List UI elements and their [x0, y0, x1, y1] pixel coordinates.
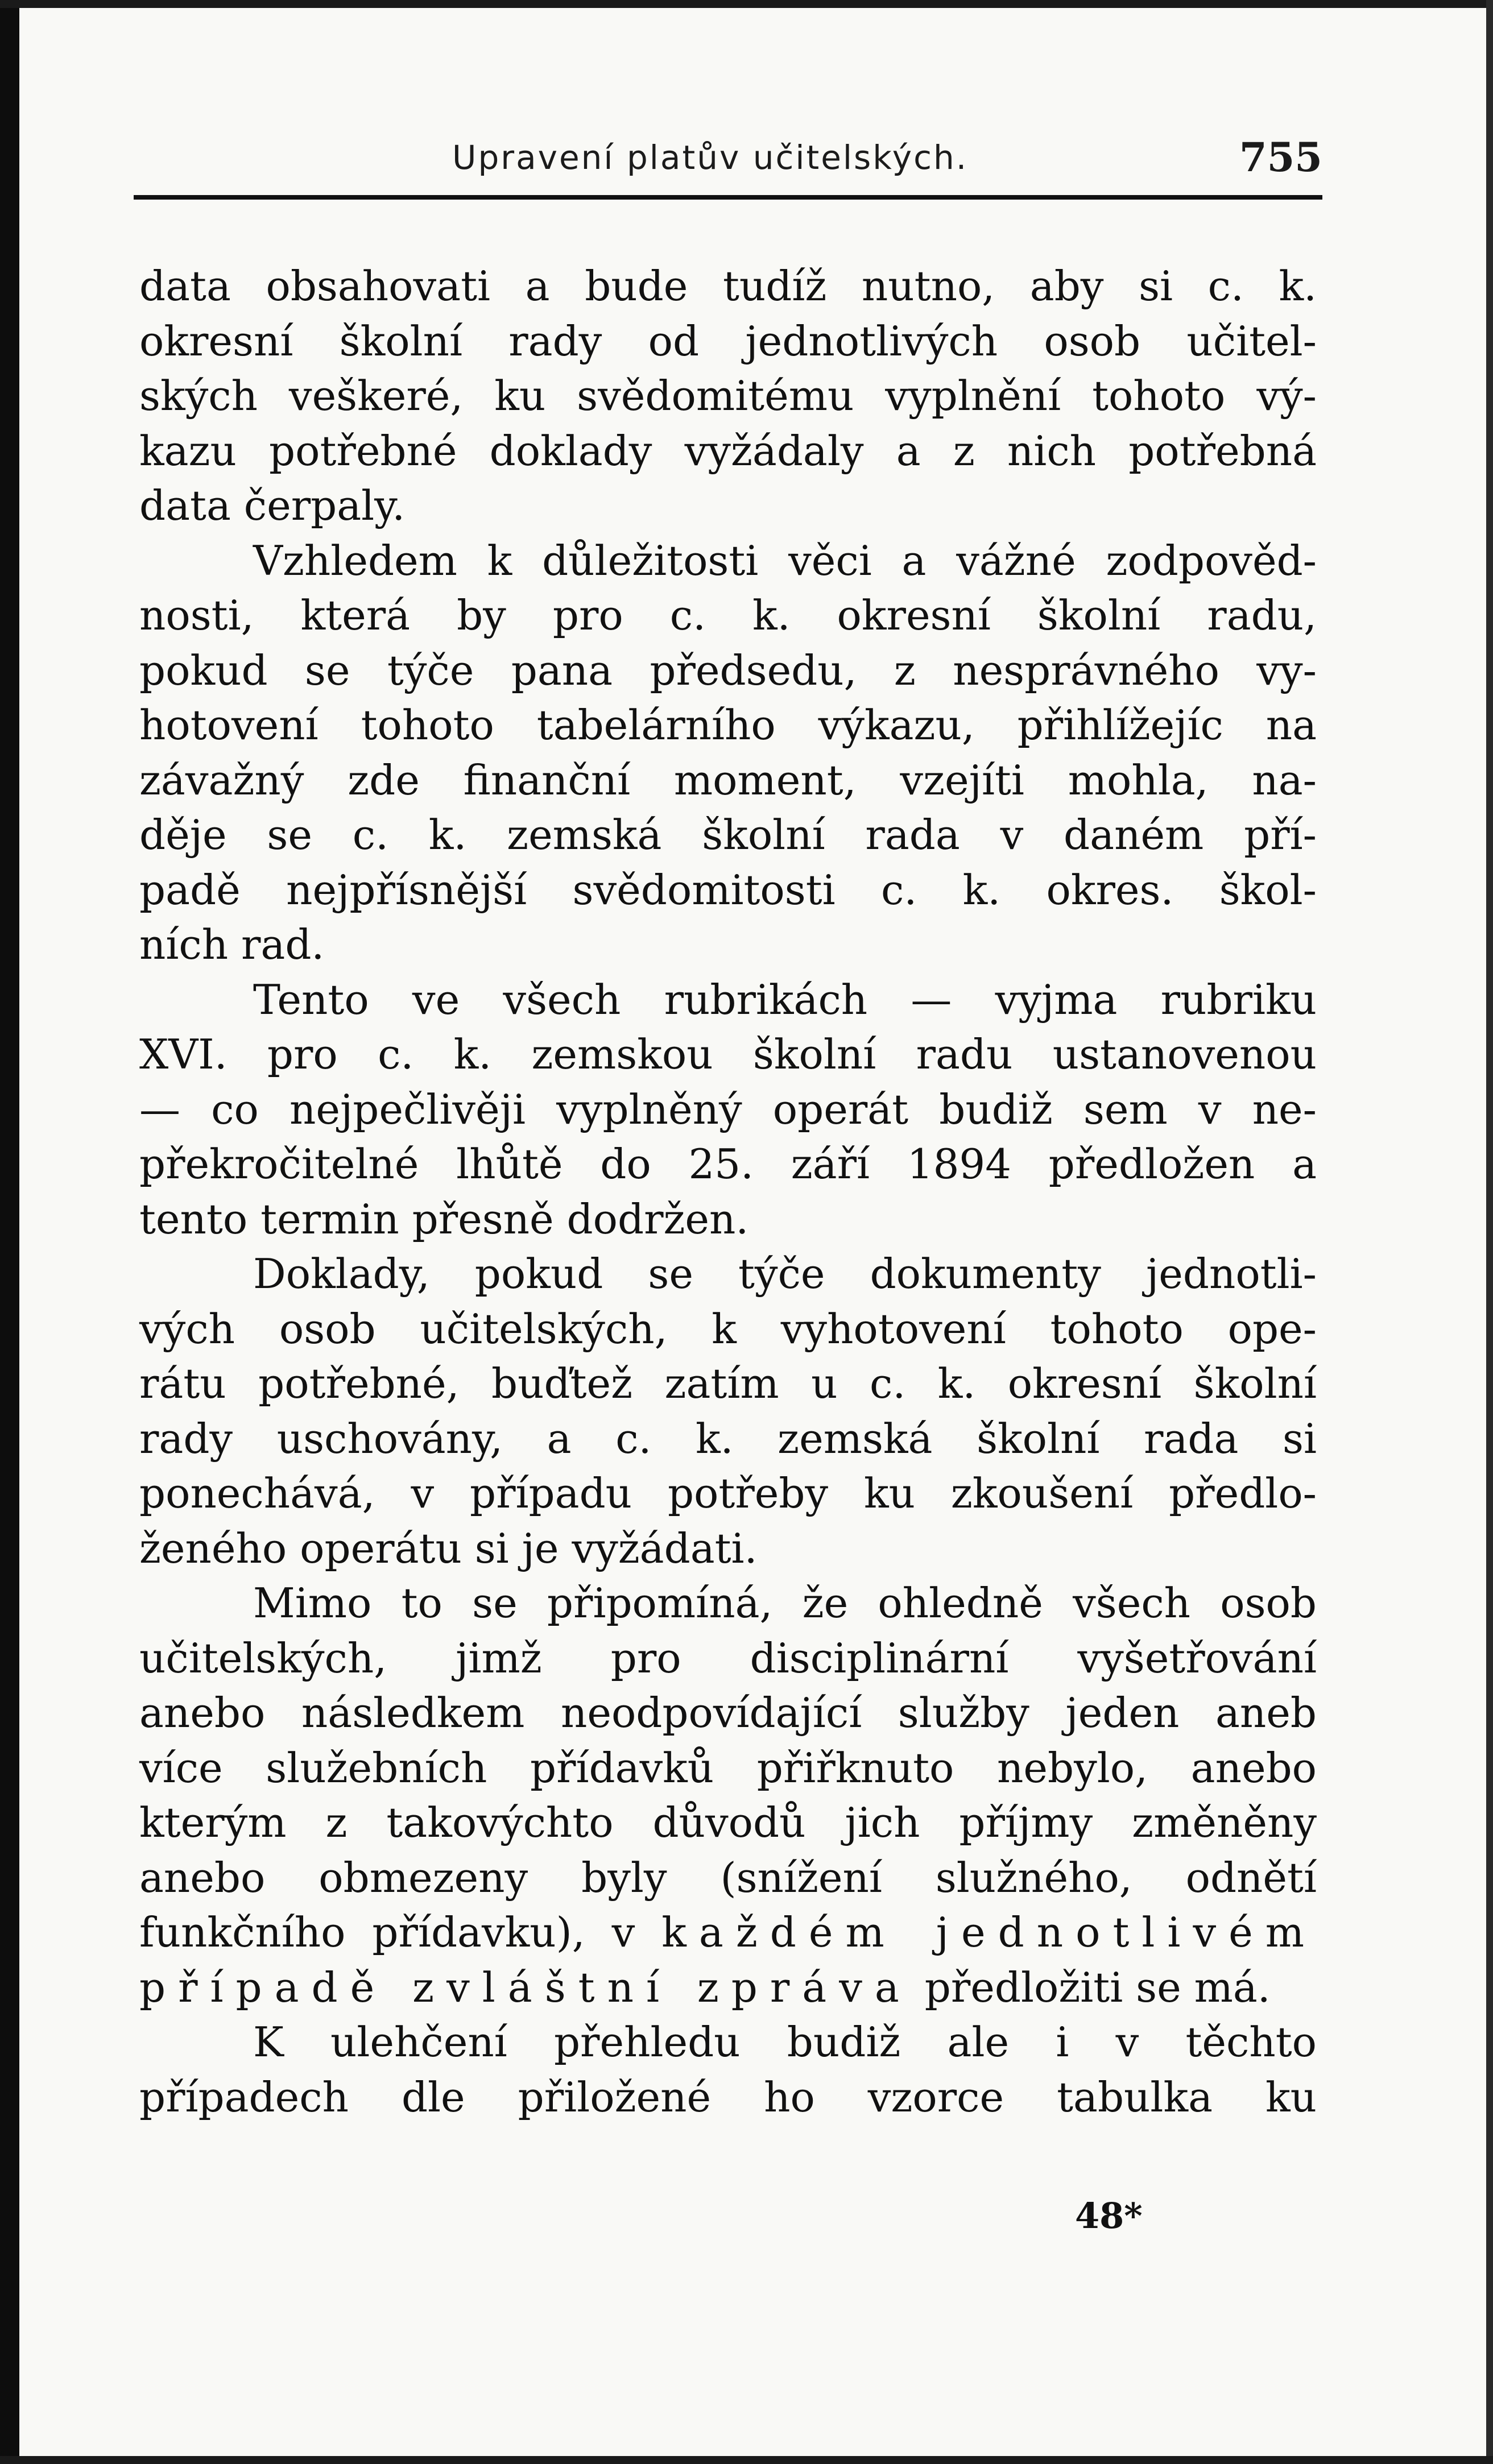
text-line: více služebních přídavků přiřknuto nebylo, anebo — [139, 1744, 1317, 1792]
text-line: rátu potřebné, buďtež zatím u c. k. okresní školní — [139, 1360, 1317, 1407]
text-line: závažný zde finanční moment, vzejíti mohla, na- — [139, 756, 1317, 804]
text-line: anebo obmezeny byly (snížení služného, odnětí — [139, 1853, 1317, 1902]
text-line: kazu potřebné doklady vyžádaly a z nich potřebná — [139, 426, 1317, 475]
text-line: učitelských, jimž pro disciplinární vyšetřování — [139, 1634, 1317, 1682]
scan-border-right — [1486, 0, 1493, 2464]
text-line: děje se c. k. zemská školní rada v daném pří- — [139, 811, 1317, 859]
signature-mark: 48* — [1075, 2195, 1143, 2237]
page-header — [134, 134, 1322, 185]
text-line: rady uschovány, a c. k. zemská školní rada si — [139, 1414, 1317, 1463]
text-line: anebo následkem neodpovídající služby jeden aneb — [139, 1689, 1317, 1737]
text-line: ních rad. — [139, 921, 325, 968]
text-line: — co nejpečlivěji vyplněný operát budiž sem v ne- — [139, 1085, 1317, 1133]
text-line: data čerpaly. — [139, 482, 406, 529]
body-text — [139, 259, 1317, 2125]
text-line: K ulehčení přehledu budiž ale i v těchto — [253, 2018, 1317, 2066]
text-line: XVI. pro c. k. zemskou školní radu ustanovenou — [139, 1030, 1317, 1078]
text-line: ponechává, v případu potřeby ku zkoušení předlo- — [139, 1469, 1317, 1517]
text-line — [139, 1905, 1317, 1960]
text-line: Tento ve všech rubrikách — vyjma rubriku — [253, 975, 1317, 1024]
spaced-emphasis: každém jednotlivém — [661, 1908, 1317, 1956]
text-line: Mimo to se připomíná, že ohledně všech osob — [253, 1579, 1317, 1627]
text-line: tento termin přesně dodržen. — [139, 1195, 749, 1243]
page-number: 755 — [1239, 134, 1322, 181]
text-line: kterým z takovýchto důvodů jich příjmy změněny — [139, 1799, 1317, 1846]
running-title: Upravení platův učitelských. — [452, 138, 969, 177]
text-line: pokud se týče pana předsedu, z nesprávného vy- — [139, 646, 1317, 694]
text-line: překročitelné lhůtě do 25. září 1894 předložen a — [139, 1140, 1317, 1188]
text-line: padě nejpřísnější svědomitosti c. k. okres. škol- — [139, 865, 1317, 914]
text-fragment: funkčního přídavku), v — [139, 1908, 635, 1956]
spaced-emphasis: případě zvláštní zpráva — [139, 1963, 912, 2011]
text-line: data obsahovati a bude tudíž nutno, aby si c. k. — [139, 262, 1317, 310]
text-line: Doklady, pokud se týče dokumenty jednotli- — [253, 1250, 1317, 1298]
text-line: nosti, která by pro c. k. okresní školní radu, — [139, 591, 1317, 639]
text-line: Vzhledem k důležitosti věci a vážné zodpověd- — [253, 536, 1317, 585]
scan-border-top — [0, 0, 1493, 8]
text-line: hotovení tohoto tabelárního výkazu, přihlížejíc na — [139, 701, 1317, 749]
text-line — [139, 1960, 1317, 2015]
text-line: případech dle přiložené ho vzorce tabulka ku — [139, 2073, 1317, 2121]
scan-border-left — [0, 0, 19, 2464]
text-line: ženého operátu si je vyžádati. — [139, 1524, 758, 1572]
text-line: okresní školní rady od jednotlivých osob učitel- — [139, 317, 1317, 365]
scan-border-bottom — [0, 2456, 1493, 2464]
header-rule — [134, 195, 1322, 200]
text-line: ských veškeré, ku svědomitému vyplnění tohoto vý- — [139, 372, 1317, 420]
text-fragment: předložiti se má. — [924, 1963, 1271, 2011]
text-line: vých osob učitelských, k vyhotovení tohoto ope- — [139, 1305, 1317, 1353]
